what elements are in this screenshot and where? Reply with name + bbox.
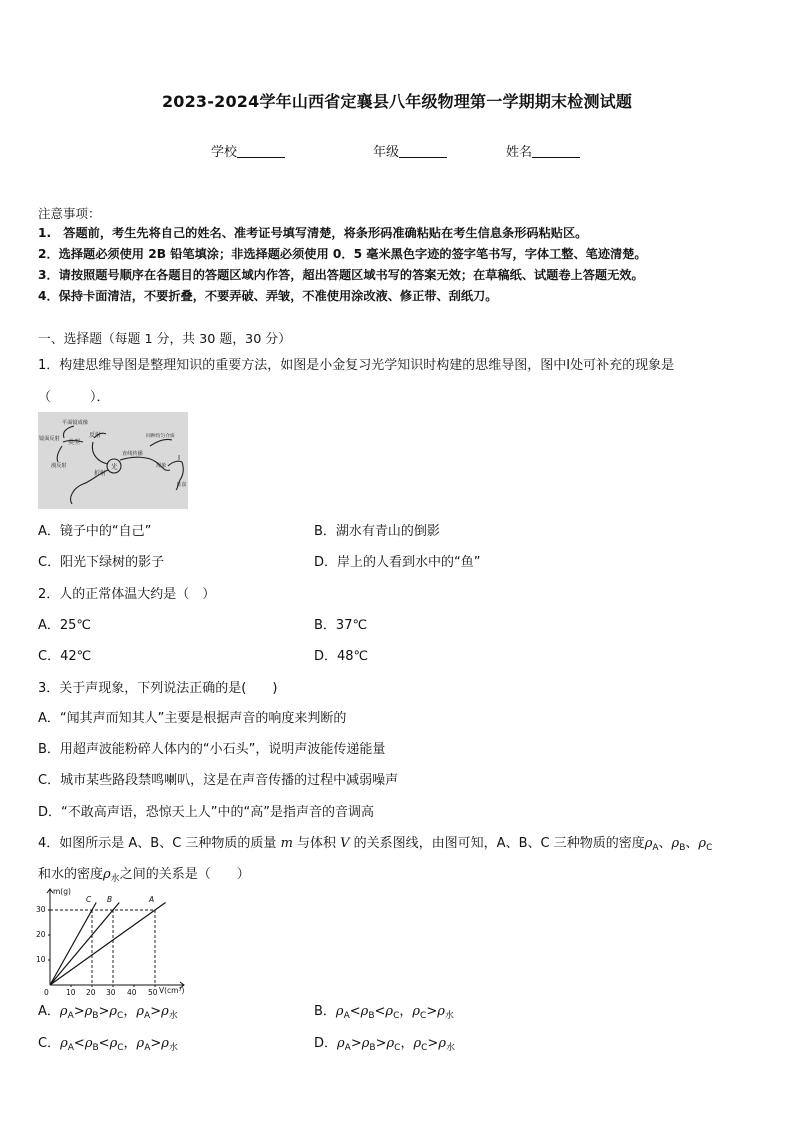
rho-symbol: ρ (385, 1004, 394, 1019)
sub-water: 水 (110, 874, 120, 884)
q1-stem: 1．构建思维导图是整理知识的重要方法，如图是小金复习光学知识时构建的思维导图，图中Ⅰ处可补充的现象是 (38, 358, 675, 373)
sub-c: C (394, 1043, 401, 1053)
relation: < (349, 1004, 361, 1019)
q1-option-b[interactable]: B．湖水有青山的倒影 (314, 524, 440, 539)
comma: ， (123, 1036, 137, 1051)
option-letter: A． (38, 1004, 60, 1019)
note-item: 2．选择题必须使用 2B 铅笔填涂；非选择题必须使用 0．5 毫米黑色字迹的签字笔书写，字体工整、笔迹清楚。 (38, 247, 647, 261)
sub-b: B (679, 843, 686, 853)
note-item: 4．保持卡面清洁，不要折叠，不要弄破、弄皱，不准使用涂改液、修正带、刮纸刀。 (38, 289, 498, 303)
relation: < (374, 1004, 386, 1019)
q4-text: 之间的关系是（ ） (119, 867, 250, 882)
rho-symbol: ρ (360, 1004, 369, 1019)
rho-symbol: ρ (644, 836, 653, 851)
q1-paren: （ ）． (38, 390, 110, 405)
q2-option-c[interactable]: C．42℃ (38, 649, 92, 664)
sub-b: B (368, 1011, 375, 1021)
q4-text: 4．如图所示是 A、B、C 三种物质的质量 (38, 836, 281, 851)
sub-water: 水 (168, 1011, 178, 1021)
q2-option-d[interactable]: D．48℃ (314, 649, 369, 664)
rho-symbol: ρ (412, 1004, 421, 1019)
comma: ， (399, 1004, 413, 1019)
rho-symbol: ρ (671, 836, 680, 851)
sub-b: B (92, 1011, 99, 1021)
sep: 、 (658, 836, 672, 851)
q4-option-d[interactable] (314, 1032, 455, 1053)
rho-symbol: ρ (60, 1036, 68, 1051)
q1-option-c[interactable]: C．阳光下绿树的影子 (38, 555, 165, 570)
sub-a: A (67, 1043, 74, 1053)
rho-symbol: ρ (413, 1036, 422, 1051)
name-label: 姓名 (506, 145, 533, 160)
mindmap-phenomena: 现象 (156, 463, 167, 469)
q4-option-c[interactable] (38, 1032, 178, 1053)
mass-volume-graph (34, 885, 196, 997)
sub-a: A (344, 1043, 351, 1053)
school-label: 学校 (211, 145, 238, 160)
q4-option-a[interactable] (38, 1000, 178, 1021)
y-tick-label: 10 (36, 955, 46, 964)
relation: > (375, 1036, 387, 1051)
x-tick-label: 30 (106, 988, 116, 997)
x-tick-label: 10 (66, 988, 76, 997)
sub-a: A (343, 1011, 350, 1021)
q2-stem: 2．人的正常体温大约是（ ） (38, 587, 216, 602)
var-m: m (280, 836, 293, 851)
y-axis-label: m(g) (53, 887, 71, 896)
sub-c: C (706, 843, 713, 853)
mindmap-plane-mirror: 平面镜成像 (62, 420, 88, 426)
y-tick-label: 30 (36, 905, 46, 914)
mindmap-roman-one: Ⅰ (178, 454, 181, 462)
q4-option-b[interactable] (314, 1000, 454, 1021)
sub-b: B (369, 1043, 376, 1053)
school-field (211, 141, 285, 160)
line-label-a: A (149, 895, 155, 904)
q3-stem: 3．关于声现象，下列说法正确的是( ) (38, 681, 278, 696)
grade-blank[interactable] (399, 145, 447, 158)
q2-option-b[interactable]: B．37℃ (314, 618, 368, 633)
x-tick-label: 40 (127, 988, 137, 997)
mindmap-mirror-reflection: 镜面反射 (39, 436, 60, 442)
mindmap-uniform: 同种均匀介质 (146, 434, 175, 439)
series-line-c (50, 903, 96, 986)
sub-water: 水 (444, 1011, 454, 1021)
comma: ， (123, 1004, 137, 1019)
rho-symbol: ρ (335, 1004, 344, 1019)
q3-option-b[interactable]: B．用超声波能粉碎人体内的“小石头”，说明声波能传递能量 (38, 742, 386, 757)
comma: ， (400, 1036, 414, 1051)
series-line-b (50, 903, 119, 986)
grade-field (373, 141, 447, 160)
y-tick-label: 20 (36, 930, 46, 939)
school-blank[interactable] (237, 145, 285, 158)
q4-text: 和水的密度 (38, 867, 104, 882)
option-letter: B． (314, 1004, 336, 1019)
mindmap-center: 光 (111, 462, 118, 471)
sub-a: A (144, 1043, 151, 1053)
rho-symbol: ρ (386, 1036, 395, 1051)
mindmap-reflection: 反射 (89, 432, 102, 439)
sub-c: C (117, 1011, 124, 1021)
sep: 、 (685, 836, 699, 851)
sub-c: C (393, 1011, 400, 1021)
figure-background (38, 412, 188, 509)
note-item: 3．请按照题号顺序在各题目的答题区域内作答，超出答题区域书写的答案无效；在草稿纸、试题卷上答题无效。 (38, 268, 644, 282)
q3-option-c[interactable]: C．城市某些路段禁鸣喇叭，这是在声音传播的过程中减弱噪声 (38, 773, 399, 788)
x-tick-label: 20 (86, 988, 96, 997)
relation: > (427, 1036, 439, 1051)
mindmap-diffuse: 漫反射 (51, 463, 67, 469)
name-field (506, 141, 580, 160)
relation: > (73, 1004, 85, 1019)
line-label-c: C (86, 895, 92, 904)
relation: < (98, 1036, 110, 1051)
rho-symbol: ρ (109, 1036, 118, 1051)
rho-symbol: ρ (136, 1036, 145, 1051)
q4-text: 与体积 (292, 836, 341, 851)
sub-a: A (652, 843, 659, 853)
name-blank[interactable] (532, 145, 580, 158)
mindmap-solar-eclipse: 日食 (176, 482, 187, 488)
sub-b: B (92, 1043, 99, 1053)
relation: > (150, 1004, 162, 1019)
q2-option-a[interactable]: A．25℃ (38, 618, 92, 633)
rho-symbol: ρ (161, 1004, 169, 1019)
rho-symbol: ρ (437, 1004, 445, 1019)
grade-label: 年级 (373, 145, 400, 160)
notes-heading: 注意事项： (38, 206, 101, 221)
relation: < (73, 1036, 85, 1051)
mindmap-types: 类型 (68, 439, 81, 446)
sub-c: C (420, 1011, 427, 1021)
q3-option-a[interactable]: A．“闻其声而知其人”主要是根据声音的响度来判断的 (38, 711, 347, 726)
page-title: 2023-2024学年山西省定襄县八年级物理第一学期期末检测试题 (161, 92, 633, 111)
sub-water: 水 (445, 1043, 455, 1053)
q4-stem-line2 (38, 863, 250, 884)
x-axis-label: V(cm³) (159, 986, 185, 995)
rho-symbol: ρ (109, 1004, 118, 1019)
q4-text: 的关系图线，由图可知，A、B、C 三种物质的密度 (349, 836, 645, 851)
rho-symbol: ρ (361, 1036, 370, 1051)
rho-symbol: ρ (136, 1004, 145, 1019)
rho-symbol: ρ (59, 1004, 68, 1019)
rho-symbol: ρ (161, 1036, 169, 1051)
rho-symbol: ρ (84, 1036, 93, 1051)
option-letter: C． (38, 1036, 61, 1051)
rho-symbol: ρ (84, 1004, 93, 1019)
sub-a: A (144, 1011, 151, 1021)
sub-water: 水 (168, 1043, 178, 1053)
q1-option-d[interactable]: D．岸上的人看到水中的“鱼” (314, 555, 481, 570)
rho-symbol: ρ (103, 867, 111, 882)
option-letter: D． (314, 1036, 338, 1051)
series-line-a (50, 903, 166, 986)
rho-symbol: ρ (698, 836, 707, 851)
rho-symbol: ρ (438, 1036, 446, 1051)
sub-c: C (421, 1043, 428, 1053)
x-tick-label: 50 (148, 988, 158, 997)
x-tick-label: 0 (44, 988, 49, 997)
mindmap-straight: 直线传播 (122, 451, 143, 457)
var-v: V (340, 836, 350, 851)
relation: > (350, 1036, 362, 1051)
q4-stem-line1 (38, 832, 712, 853)
sub-a: A (67, 1011, 74, 1021)
q1-option-a[interactable]: A．镜子中的“自己” (38, 524, 152, 539)
q3-option-d[interactable]: D．“不敢高声语，恐惊天上人”中的“高”是指声音的音调高 (38, 805, 374, 820)
relation: > (150, 1036, 162, 1051)
line-label-b: B (107, 895, 113, 904)
relation: > (426, 1004, 438, 1019)
section-heading: 一、选择题（每题 1 分，共 30 题，30 分） (38, 332, 292, 347)
relation: > (98, 1004, 110, 1019)
mind-map-figure (38, 412, 188, 509)
mindmap-refraction: 折射 (94, 470, 107, 477)
rho-symbol: ρ (337, 1036, 345, 1051)
note-item: 1. 答题前，考生先将自己的姓名、准考证号填写清楚，将条形码准确粘贴在考生信息条形码粘贴区。 (38, 226, 588, 240)
sub-c: C (117, 1043, 124, 1053)
